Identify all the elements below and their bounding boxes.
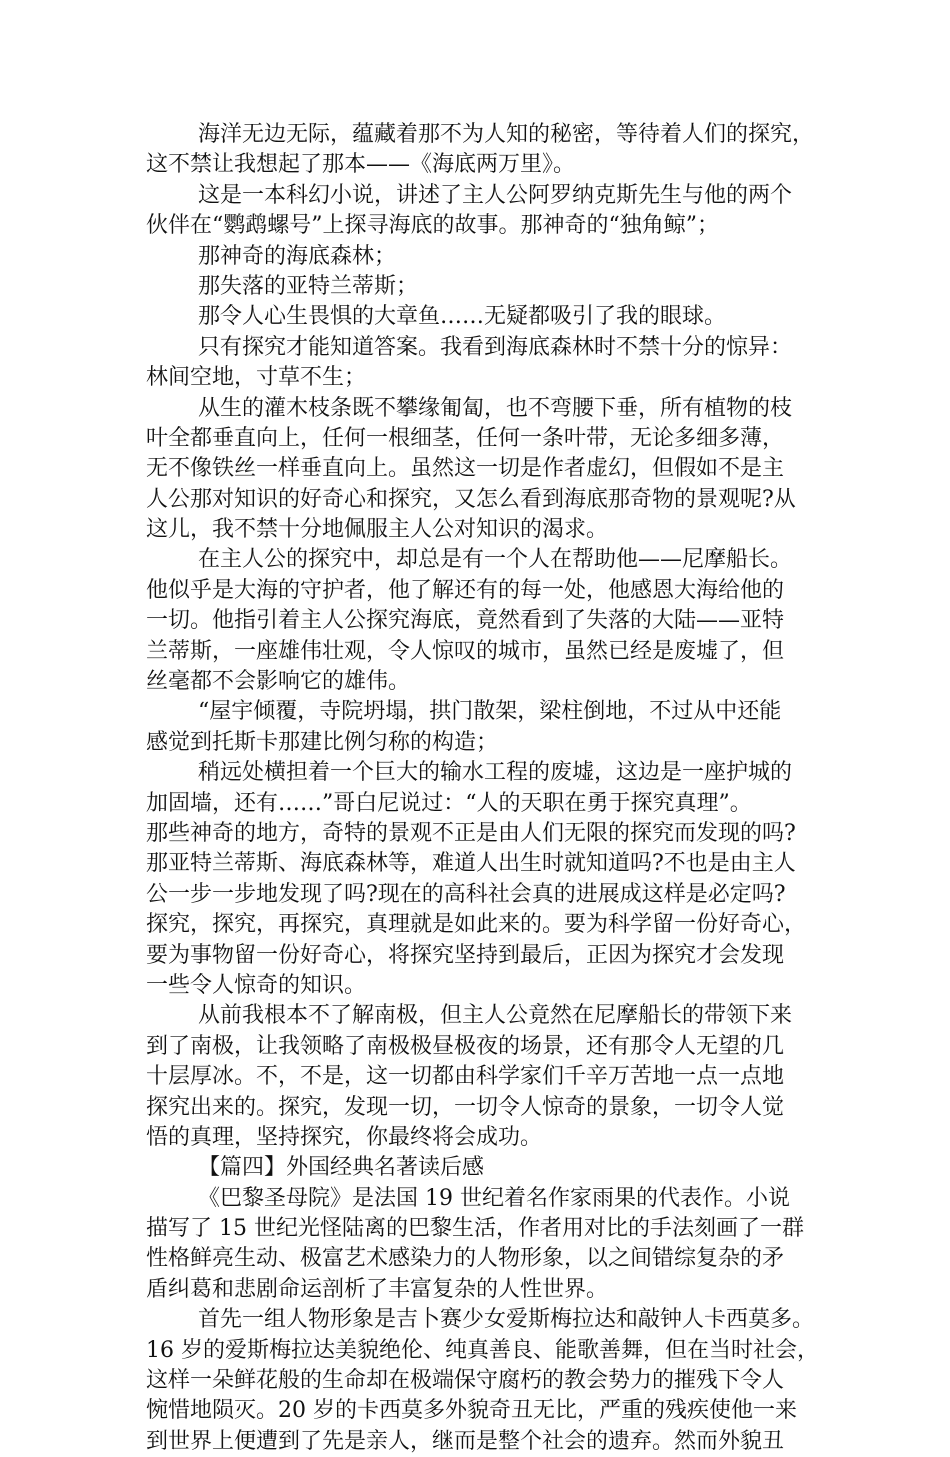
paragraph-line: 《巴黎圣母院》是法国 19 世纪着名作家雨果的代表作。小说 — [198, 1185, 790, 1211]
paragraph-line: 首先一组人物形象是吉卜赛少女爱斯梅拉达和敲钟人卡西莫多。 — [198, 1307, 815, 1333]
paragraph-line: 探究，探究，再探究，真理就是如此来的。要为科学留一份好奇心， — [146, 912, 807, 938]
paragraph-line: 一切。他指引着主人公探究海底，竟然看到了失落的大陆——亚特 — [146, 608, 785, 634]
paragraph-line: 一些令人惊奇的知识。 — [146, 972, 367, 998]
paragraph-line: 叶全都垂直向上，任何一根细茎，任何一条叶带，无论多细多薄， — [146, 425, 785, 451]
paragraph-line: 这样一朵鲜花般的生命却在极端保守腐朽的教会势力的摧残下令人 — [146, 1368, 785, 1394]
paragraph-line: 从生的灌木枝条既不攀缘匍匐，也不弯腰下垂，所有植物的枝 — [198, 395, 793, 421]
paragraph-line: 这不禁让我想起了那本——《海底两万里》。 — [146, 152, 576, 178]
paragraph-line: 那失落的亚特兰蒂斯； — [198, 273, 419, 299]
paragraph-line: 那些神奇的地方，奇特的景观不正是由人们无限的探究而发现的吗? — [146, 820, 796, 846]
paragraph-line: 无不像铁丝一样垂直向上。虽然这一切是作者虚幻，但假如不是主 — [146, 456, 785, 482]
paragraph-line: 这儿，我不禁十分地佩服主人公对知识的渴求。 — [146, 517, 609, 543]
paragraph-line: 要为事物留一份好奇心，将探究坚持到最后，正因为探究才会发现 — [146, 942, 785, 968]
document-body — [146, 120, 826, 1457]
paragraph-line: 性格鲜亮生动、极富艺术感染力的人物形象，以之间错综复杂的矛 — [146, 1246, 785, 1272]
paragraph-line: “屋宇倾覆，寺院坍塌，拱门散架，梁柱倒地，不过从中还能 — [198, 699, 782, 725]
paragraph-line: 公一步一步地发现了吗?现在的高科社会真的进展成这样是必定吗? — [146, 881, 786, 907]
section-heading: 【篇四】外国经典名著读后感 — [198, 1155, 485, 1181]
paragraph-line: 稍远处横担着一个巨大的输水工程的废墟，这边是一座护城的 — [198, 760, 793, 786]
paragraph-line: 加固墙，还有……”哥白尼说过：“人的天职在勇于探究真理”。 — [146, 790, 752, 816]
paragraph-line: 感觉到托斯卡那建比例匀称的构造； — [146, 729, 499, 755]
paragraph-line: 他似乎是大海的守护者，他了解还有的每一处，他感恩大海给他的 — [146, 577, 785, 603]
paragraph-line: 人公那对知识的好奇心和探究，又怎么看到海底那奇物的景观呢?从 — [146, 486, 796, 512]
paragraph-line: 惋惜地陨灭。20 岁的卡西莫多外貌奇丑无比，严重的残疾使他一来 — [146, 1398, 797, 1424]
paragraph-line: 探究出来的。探究，发现一切，一切令人惊奇的景象，一切令人觉 — [146, 1094, 785, 1120]
paragraph-line: 那亚特兰蒂斯、海底森林等，难道人出生时就知道吗?不也是由主人 — [146, 851, 796, 877]
paragraph-line: 到世界上便遭到了先是亲人，继而是整个社会的遗弃。然而外貌丑 — [146, 1428, 785, 1454]
paragraph-line: 这是一本科幻小说，讲述了主人公阿罗纳克斯先生与他的两个 — [198, 182, 793, 208]
paragraph-line: 从前我根本不了解南极，但主人公竟然在尼摩船长的带领下来 — [198, 1003, 793, 1029]
paragraph-line: 只有探究才能知道答案。我看到海底森林时不禁十分的惊异： — [198, 334, 793, 360]
paragraph-line: 十层厚冰。不，不是，这一切都由科学家们千辛万苦地一点一点地 — [146, 1064, 785, 1090]
paragraph-line: 海洋无边无际，蕴藏着那不为人知的秘密，等待着人们的探究， — [198, 122, 815, 147]
paragraph-line: 描写了 15 世纪光怪陆离的巴黎生活，作者用对比的手法刻画了一群 — [146, 1216, 804, 1242]
paragraph-line: 那令人心生畏惧的大章鱼……无疑都吸引了我的眼球。 — [198, 304, 727, 330]
paragraph-line: 悟的真理，坚持探究，你最终将会成功。 — [146, 1124, 543, 1150]
paragraph-line: 到了南极，让我领略了南极极昼极夜的场景，还有那令人无望的几 — [146, 1033, 785, 1059]
paragraph-line: 那神奇的海底森林； — [198, 243, 397, 269]
paragraph-line: 林间空地，寸草不生； — [146, 365, 367, 391]
paragraph-line: 在主人公的探究中，却总是有一个人在帮助他——尼摩船长。 — [198, 547, 793, 573]
paragraph-line: 16 岁的爱斯梅拉达美貌绝伦、纯真善良、能歌善舞，但在当时社会， — [146, 1337, 819, 1363]
paragraph-line: 盾纠葛和悲剧命运剖析了丰富复杂的人性世界。 — [146, 1276, 609, 1302]
paragraph-line: 丝毫都不会影响它的雄伟。 — [146, 669, 411, 695]
paragraph-line: 兰蒂斯，一座雄伟壮观，令人惊叹的城市，虽然已经是废墟了，但 — [146, 638, 785, 664]
paragraph-line: 伙伴在“鹦鹉螺号”上探寻海底的故事。那神奇的“独角鲸”； — [146, 213, 719, 239]
